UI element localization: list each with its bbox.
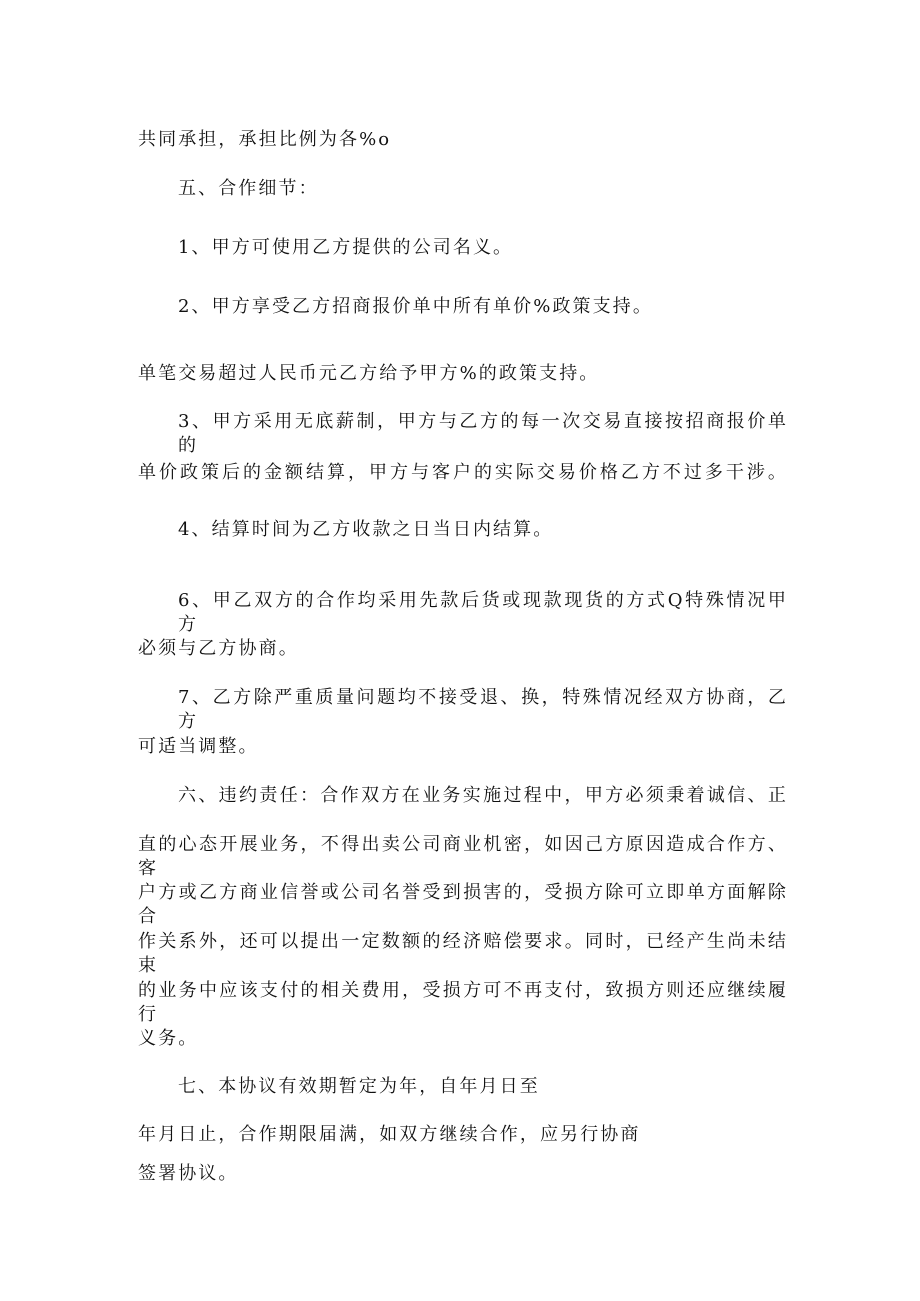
text-line: 4、结算时间为乙方收款之日当日内结算。	[178, 519, 554, 540]
text-line: 可适当调整。	[138, 736, 259, 757]
text-line: 义务。	[138, 1028, 199, 1049]
text-line: 作关系外，还可以提出一定数额的经济赔偿要求。同时，已经产生尚未结束	[138, 931, 788, 976]
text-line: 户方或乙方商业信誉或公司名誉受到损害的，受损方除可立即单方面解除合	[138, 882, 788, 927]
text-line: 7、乙方除严重质量问题均不接受退、换，特殊情况经双方协商，乙方	[178, 687, 788, 732]
text-line: 6、甲乙双方的合作均采用先款后货或现款现货的方式Q特殊情况甲方	[178, 590, 788, 635]
text-line: 的业务中应该支付的相关费用，受损方可不再支付，致损方则还应继续履行	[138, 980, 788, 1025]
text-line: 共同承担，承担比例为各%o	[138, 129, 392, 150]
text-line: 2、甲方享受乙方招商报价单中所有单价%政策支持。	[178, 296, 653, 317]
text-line: 单笔交易超过人民币元乙方给予甲方%的政策支持。	[138, 363, 600, 384]
text-line: 直的心态开展业务，不得出卖公司商业机密，如因己方原因造成合作方、客	[138, 834, 788, 879]
text-line: 年月日止，合作期限届满，如双方继续合作，应另行协商	[138, 1124, 641, 1145]
text-line: 1、甲方可使用乙方提供的公司名义。	[178, 237, 514, 258]
text-line: 单价政策后的金额结算，甲方与客户的实际交易价格乙方不过多干涉。	[138, 462, 788, 483]
section-heading-6: 六、违约责任：合作双方在业务实施过程中，甲方必须秉着诚信、正	[178, 785, 788, 806]
section-heading-5: 五、合作细节：	[178, 178, 319, 199]
text-line: 3、甲方采用无底薪制，甲方与乙方的每一次交易直接按招商报价单的	[178, 411, 788, 456]
text-line: 必须与乙方协商。	[138, 638, 299, 659]
section-heading-7: 七、本协议有效期暂定为年，自年月日至	[178, 1076, 540, 1097]
text-line: 签署协议。	[138, 1163, 239, 1184]
